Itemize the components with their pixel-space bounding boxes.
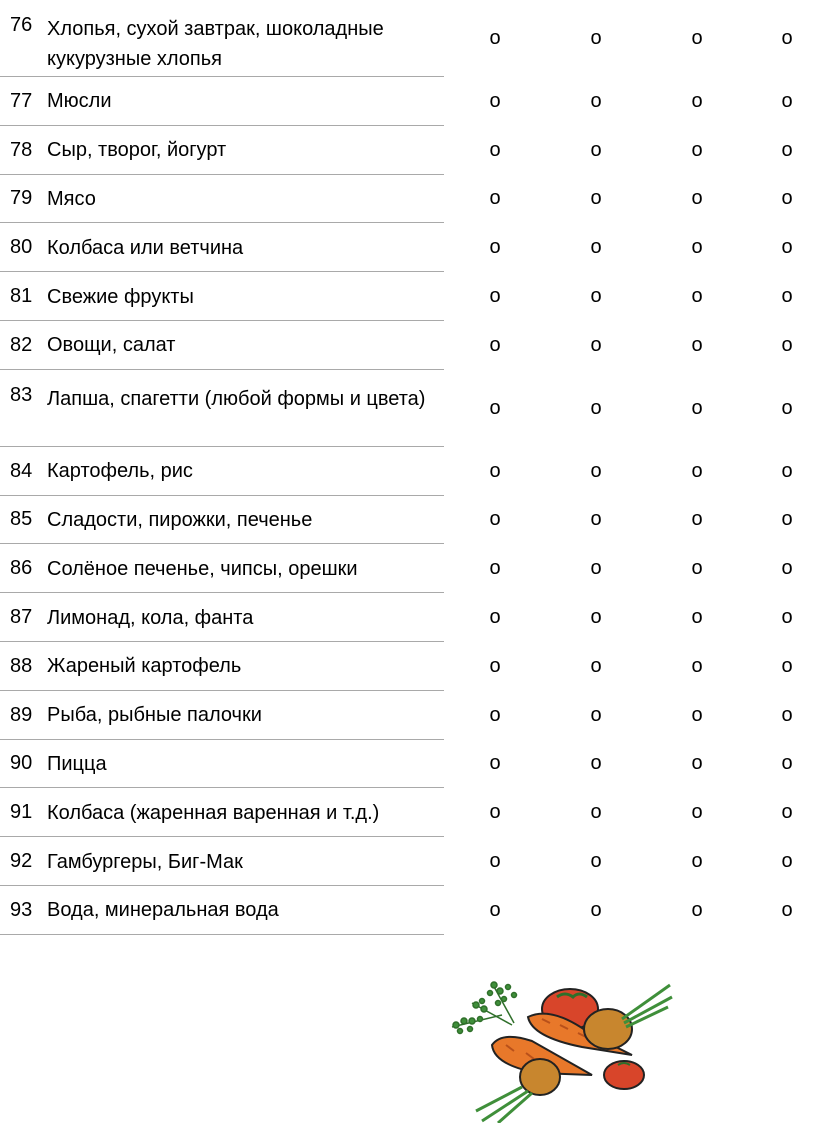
answer-option-4[interactable]: o bbox=[781, 850, 793, 873]
question-number: 85 bbox=[10, 508, 33, 531]
answer-option-3[interactable]: o bbox=[691, 27, 703, 49]
question-number: 84 bbox=[10, 459, 33, 482]
question-number: 91 bbox=[10, 801, 33, 824]
question-label: Солёное печенье, чипсы, орешки bbox=[47, 557, 358, 580]
question-label: Лапша, спагетти (любой формы и цвета) bbox=[47, 387, 426, 410]
question-row bbox=[0, 175, 816, 224]
question-row bbox=[0, 126, 816, 175]
answer-option-4[interactable]: o bbox=[781, 285, 793, 308]
question-number: 92 bbox=[10, 850, 33, 873]
answer-option-1[interactable]: o bbox=[489, 138, 501, 161]
answer-option-1[interactable]: o bbox=[489, 654, 501, 677]
answer-option-3[interactable]: o bbox=[691, 138, 703, 161]
question-row bbox=[0, 642, 816, 691]
onion-icon bbox=[584, 985, 672, 1049]
answer-option-4[interactable]: o bbox=[781, 752, 793, 775]
question-number: 78 bbox=[10, 138, 33, 161]
question-label: Пицца bbox=[47, 752, 107, 775]
answer-option-4[interactable]: o bbox=[781, 138, 793, 161]
answer-option-2[interactable]: o bbox=[590, 703, 602, 726]
question-number: 82 bbox=[10, 333, 33, 356]
answer-option-3[interactable]: o bbox=[691, 557, 703, 580]
small-tomato-icon bbox=[604, 1061, 644, 1089]
answer-option-4[interactable]: o bbox=[781, 606, 793, 629]
answer-option-2[interactable]: o bbox=[590, 898, 602, 921]
answer-option-1[interactable]: o bbox=[489, 285, 501, 308]
question-row bbox=[0, 886, 816, 935]
answer-option-3[interactable]: o bbox=[691, 752, 703, 775]
answer-option-3[interactable]: o bbox=[691, 654, 703, 677]
question-row bbox=[0, 593, 816, 642]
answer-option-3[interactable]: o bbox=[691, 801, 703, 824]
answer-option-1[interactable]: o bbox=[489, 801, 501, 824]
question-row bbox=[0, 544, 816, 593]
question-label: Гамбургеры, Биг-Мак bbox=[47, 850, 243, 873]
question-label: Мюсли bbox=[47, 90, 112, 113]
answer-option-1[interactable]: o bbox=[489, 459, 501, 482]
answer-option-2[interactable]: o bbox=[590, 508, 602, 531]
answer-option-4[interactable]: o bbox=[781, 557, 793, 580]
question-label: Овощи, салат bbox=[47, 334, 176, 357]
answer-option-2[interactable]: o bbox=[590, 236, 602, 259]
question-number: 77 bbox=[10, 89, 33, 112]
answer-option-1[interactable]: o bbox=[489, 606, 501, 629]
answer-option-1[interactable]: o bbox=[489, 850, 501, 873]
question-row bbox=[0, 77, 816, 126]
question-number: 93 bbox=[10, 898, 33, 921]
answer-option-4[interactable]: o bbox=[781, 801, 793, 824]
question-number: 80 bbox=[10, 236, 33, 259]
answer-option-4[interactable]: o bbox=[781, 187, 793, 210]
question-label: Лимонад, кола, фанта bbox=[47, 606, 254, 629]
answer-option-2[interactable]: o bbox=[590, 752, 602, 775]
answer-option-4[interactable]: o bbox=[781, 459, 793, 482]
row-divider bbox=[0, 934, 444, 935]
answer-option-3[interactable]: o bbox=[691, 396, 703, 419]
answer-option-4[interactable]: o bbox=[781, 654, 793, 677]
question-label: Хлопья, сухой завтрак, шоколадные кукурузные хлопья bbox=[47, 18, 384, 70]
question-number: 81 bbox=[10, 285, 33, 308]
answer-option-3[interactable]: o bbox=[691, 236, 703, 259]
answer-option-2[interactable]: o bbox=[590, 557, 602, 580]
answer-option-2[interactable]: o bbox=[590, 89, 602, 112]
question-number: 90 bbox=[10, 752, 33, 775]
answer-option-3[interactable]: o bbox=[691, 333, 703, 356]
answer-option-3[interactable]: o bbox=[691, 187, 703, 210]
answer-option-4[interactable]: o bbox=[781, 89, 793, 112]
question-row bbox=[0, 0, 816, 77]
answer-option-3[interactable]: o bbox=[691, 606, 703, 629]
answer-option-1[interactable]: o bbox=[489, 89, 501, 112]
question-number: 83 bbox=[10, 383, 33, 406]
answer-option-1[interactable]: o bbox=[489, 236, 501, 259]
question-label: Картофель, рис bbox=[47, 460, 193, 483]
question-label: Свежие фрукты bbox=[47, 285, 194, 308]
answer-option-2[interactable]: o bbox=[590, 27, 602, 49]
answer-option-4[interactable]: o bbox=[781, 333, 793, 356]
answer-option-4[interactable]: o bbox=[781, 236, 793, 259]
question-row bbox=[0, 788, 816, 837]
answer-option-4[interactable]: o bbox=[781, 703, 793, 726]
answer-option-2[interactable]: o bbox=[590, 138, 602, 161]
question-row bbox=[0, 223, 816, 272]
answer-option-1[interactable]: o bbox=[489, 557, 501, 580]
answer-option-4[interactable]: o bbox=[781, 508, 793, 531]
answer-option-2[interactable]: o bbox=[590, 850, 602, 873]
answer-option-1[interactable]: o bbox=[489, 396, 501, 419]
answer-option-3[interactable]: o bbox=[691, 898, 703, 921]
question-row bbox=[0, 837, 816, 886]
answer-option-4[interactable]: o bbox=[781, 27, 793, 49]
herb-leaves-icon bbox=[452, 982, 517, 1034]
answer-option-3[interactable]: o bbox=[691, 850, 703, 873]
answer-option-2[interactable]: o bbox=[590, 801, 602, 824]
answer-option-3[interactable]: o bbox=[691, 89, 703, 112]
question-label: Вода, минеральная вода bbox=[47, 899, 279, 922]
question-row bbox=[0, 272, 816, 321]
question-row bbox=[0, 370, 816, 447]
question-label: Колбаса (жаренная варенная и т.д.) bbox=[47, 801, 380, 824]
answer-option-2[interactable]: o bbox=[590, 396, 602, 419]
question-row bbox=[0, 496, 816, 545]
question-label: Рыба, рыбные палочки bbox=[47, 704, 262, 727]
question-number: 88 bbox=[10, 654, 33, 677]
question-number: 76 bbox=[10, 14, 33, 36]
answer-option-2[interactable]: o bbox=[590, 333, 602, 356]
question-number: 89 bbox=[10, 703, 33, 726]
answer-option-4[interactable]: o bbox=[781, 898, 793, 921]
answer-option-2[interactable]: o bbox=[590, 654, 602, 677]
question-label: Сладости, пирожки, печенье bbox=[47, 508, 313, 531]
question-number: 87 bbox=[10, 606, 33, 629]
answer-option-1[interactable]: o bbox=[489, 27, 501, 49]
answer-option-2[interactable]: o bbox=[590, 459, 602, 482]
answer-option-2[interactable]: o bbox=[590, 606, 602, 629]
answer-option-1[interactable]: o bbox=[489, 703, 501, 726]
question-row bbox=[0, 740, 816, 789]
answer-option-1[interactable]: o bbox=[489, 752, 501, 775]
answer-option-3[interactable]: o bbox=[691, 459, 703, 482]
question-row bbox=[0, 447, 816, 496]
question-label: Мясо bbox=[47, 187, 96, 210]
answer-option-2[interactable]: o bbox=[590, 285, 602, 308]
question-number: 79 bbox=[10, 187, 33, 210]
answer-option-1[interactable]: o bbox=[489, 187, 501, 210]
question-number: 86 bbox=[10, 557, 33, 580]
question-label: Сыр, творог, йогурт bbox=[47, 139, 227, 162]
answer-option-3[interactable]: o bbox=[691, 508, 703, 531]
question-row bbox=[0, 691, 816, 740]
answer-option-1[interactable]: o bbox=[489, 333, 501, 356]
question-row bbox=[0, 321, 816, 370]
answer-option-1[interactable]: o bbox=[489, 898, 501, 921]
answer-option-2[interactable]: o bbox=[590, 187, 602, 210]
question-label: Колбаса или ветчина bbox=[47, 236, 244, 259]
answer-option-3[interactable]: o bbox=[691, 703, 703, 726]
answer-option-4[interactable]: o bbox=[781, 396, 793, 419]
question-label: Жареный картофель bbox=[47, 655, 242, 678]
answer-option-3[interactable]: o bbox=[691, 285, 703, 308]
vegetables-illustration-icon bbox=[442, 975, 682, 1123]
answer-option-1[interactable]: o bbox=[489, 508, 501, 531]
